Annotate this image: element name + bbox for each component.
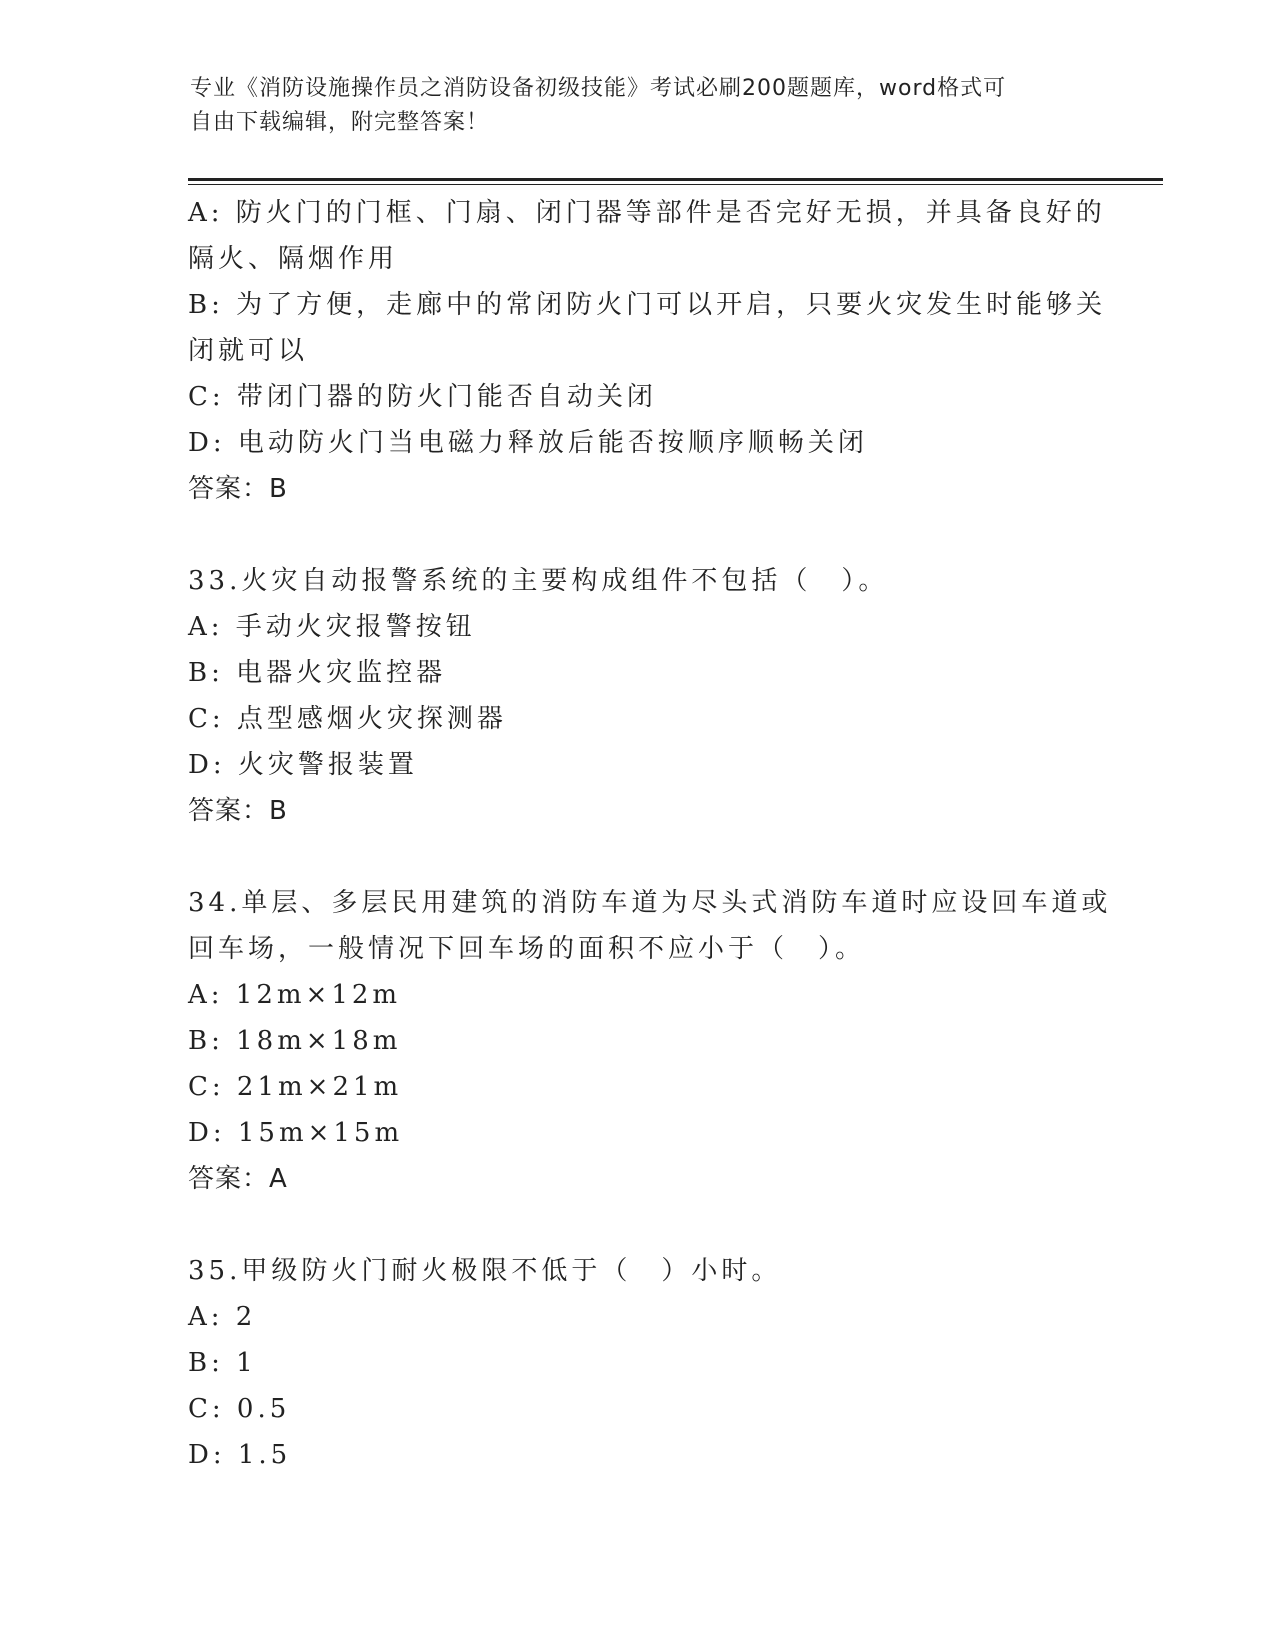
- option-c: C: 带闭门器的防火门能否自动关闭: [188, 382, 657, 412]
- header-line-1: 专业《消防设施操作员之消防设备初级技能》考试必刷200题题库，word格式可: [190, 76, 1007, 101]
- spacer: [188, 834, 1088, 880]
- spacer: [188, 1202, 1088, 1248]
- question-35-option-c: C: 0.5: [188, 1394, 291, 1424]
- question-34-answer: 答案：A: [188, 1164, 288, 1194]
- question-34-stem-line-1: 34.单层、多层民用建筑的消防车道为尽头式消防车道时应设回车道或: [188, 888, 1112, 918]
- answer-label: 答案：B: [188, 474, 288, 504]
- question-33-stem: 33.火灾自动报警系统的主要构成组件不包括（ ）。: [188, 566, 889, 596]
- question-35-option-d: D: 1.5: [188, 1440, 292, 1470]
- question-33-option-c: C: 点型感烟火灾探测器: [188, 704, 507, 734]
- question-34-option-b: B: 18m×18m: [188, 1026, 402, 1056]
- question-34-option-c: C: 21m×21m: [188, 1072, 403, 1102]
- header-line-2: 自由下载编辑，附完整答案！: [190, 110, 490, 135]
- question-34-option-a: A: 12m×12m: [188, 980, 402, 1010]
- question-33-option-b: B: 电器火灾监控器: [188, 658, 447, 688]
- question-34-stem-line-2: 回车场，一般情况下回车场的面积不应小于（ ）。: [188, 934, 866, 964]
- question-35-stem: 35.甲级防火门耐火极限不低于（ ）小时。: [188, 1256, 782, 1286]
- option-a-line-2: 隔火、隔烟作用: [188, 244, 399, 274]
- header-rule-thick: [188, 178, 1163, 181]
- option-b-line-1: B: 为了方便，走廊中的常闭防火门可以开启，只要火灾发生时能够关: [188, 290, 1107, 320]
- question-35-option-b: B: 1: [188, 1348, 257, 1378]
- document-header: [190, 72, 1090, 140]
- question-33-answer: 答案：B: [188, 796, 288, 826]
- option-d: D: 电动防火门当电磁力释放后能否按顺序顺畅关闭: [188, 428, 868, 458]
- question-content: [188, 190, 1112, 1478]
- header-rule-thin: [188, 184, 1163, 185]
- question-33-option-a: A: 手动火灾报警按钮: [188, 612, 476, 642]
- question-33-option-d: D: 火灾警报装置: [188, 750, 418, 780]
- option-b-line-2: 闭就可以: [188, 336, 309, 366]
- question-34-option-d: D: 15m×15m: [188, 1118, 404, 1148]
- question-35-option-a: A: 2: [188, 1302, 257, 1332]
- spacer: [188, 512, 1088, 558]
- option-a-line-1: A: 防火门的门框、门扇、闭门器等部件是否完好无损，并具备良好的: [188, 198, 1106, 228]
